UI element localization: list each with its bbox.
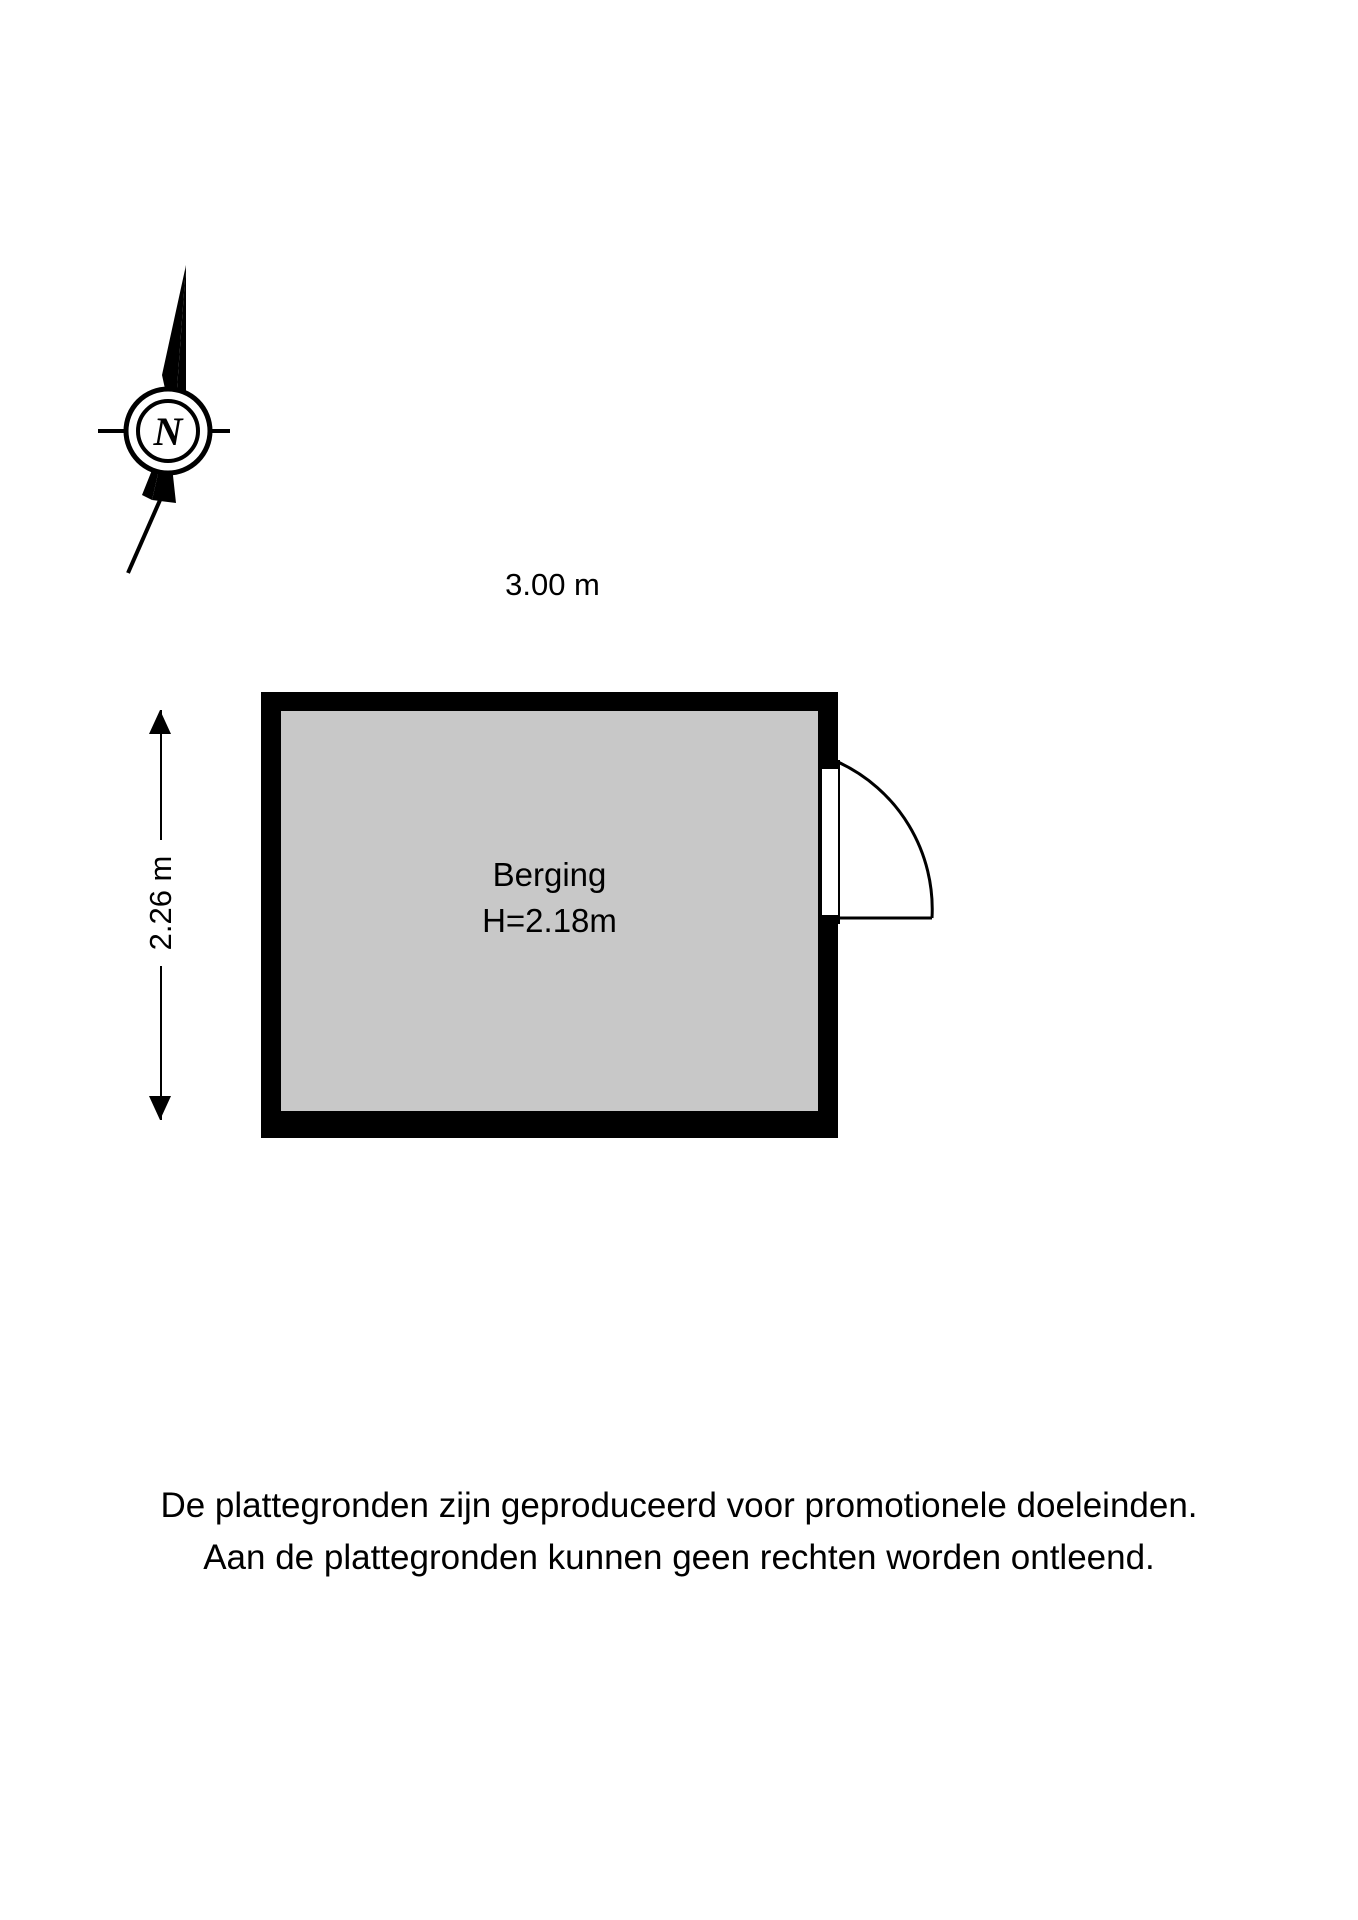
dimension-width bbox=[285, 555, 820, 615]
door-swing-arc bbox=[836, 760, 1006, 924]
disclaimer-line-1: De plattegronden zijn geproduceerd voor promotionele doeleinden. bbox=[160, 1486, 1198, 1525]
dimension-height-label-wrap bbox=[143, 698, 179, 1108]
dimension-width-label-wrap bbox=[285, 555, 820, 615]
door-jamb-bottom bbox=[818, 915, 838, 924]
door-jamb-top bbox=[818, 760, 838, 769]
disclaimer-text bbox=[0, 1480, 1358, 1584]
room-label-group bbox=[281, 852, 818, 944]
compass-rose bbox=[90, 255, 260, 585]
compass-icon bbox=[90, 255, 260, 585]
disclaimer-line-2: Aan de plattegronden kunnen geen rechten worden ontleend. bbox=[203, 1538, 1155, 1577]
dimension-width-label: 3.00 m bbox=[489, 567, 616, 602]
room-name: Berging bbox=[492, 856, 607, 893]
door-opening bbox=[818, 760, 838, 924]
dimension-height bbox=[130, 710, 192, 1120]
dimension-height-label: 2.26 m bbox=[137, 840, 184, 967]
room-height-label: H=2.18m bbox=[482, 902, 617, 939]
floorplan-diagram bbox=[261, 692, 838, 1138]
compass-north-letter: N bbox=[153, 409, 183, 454]
